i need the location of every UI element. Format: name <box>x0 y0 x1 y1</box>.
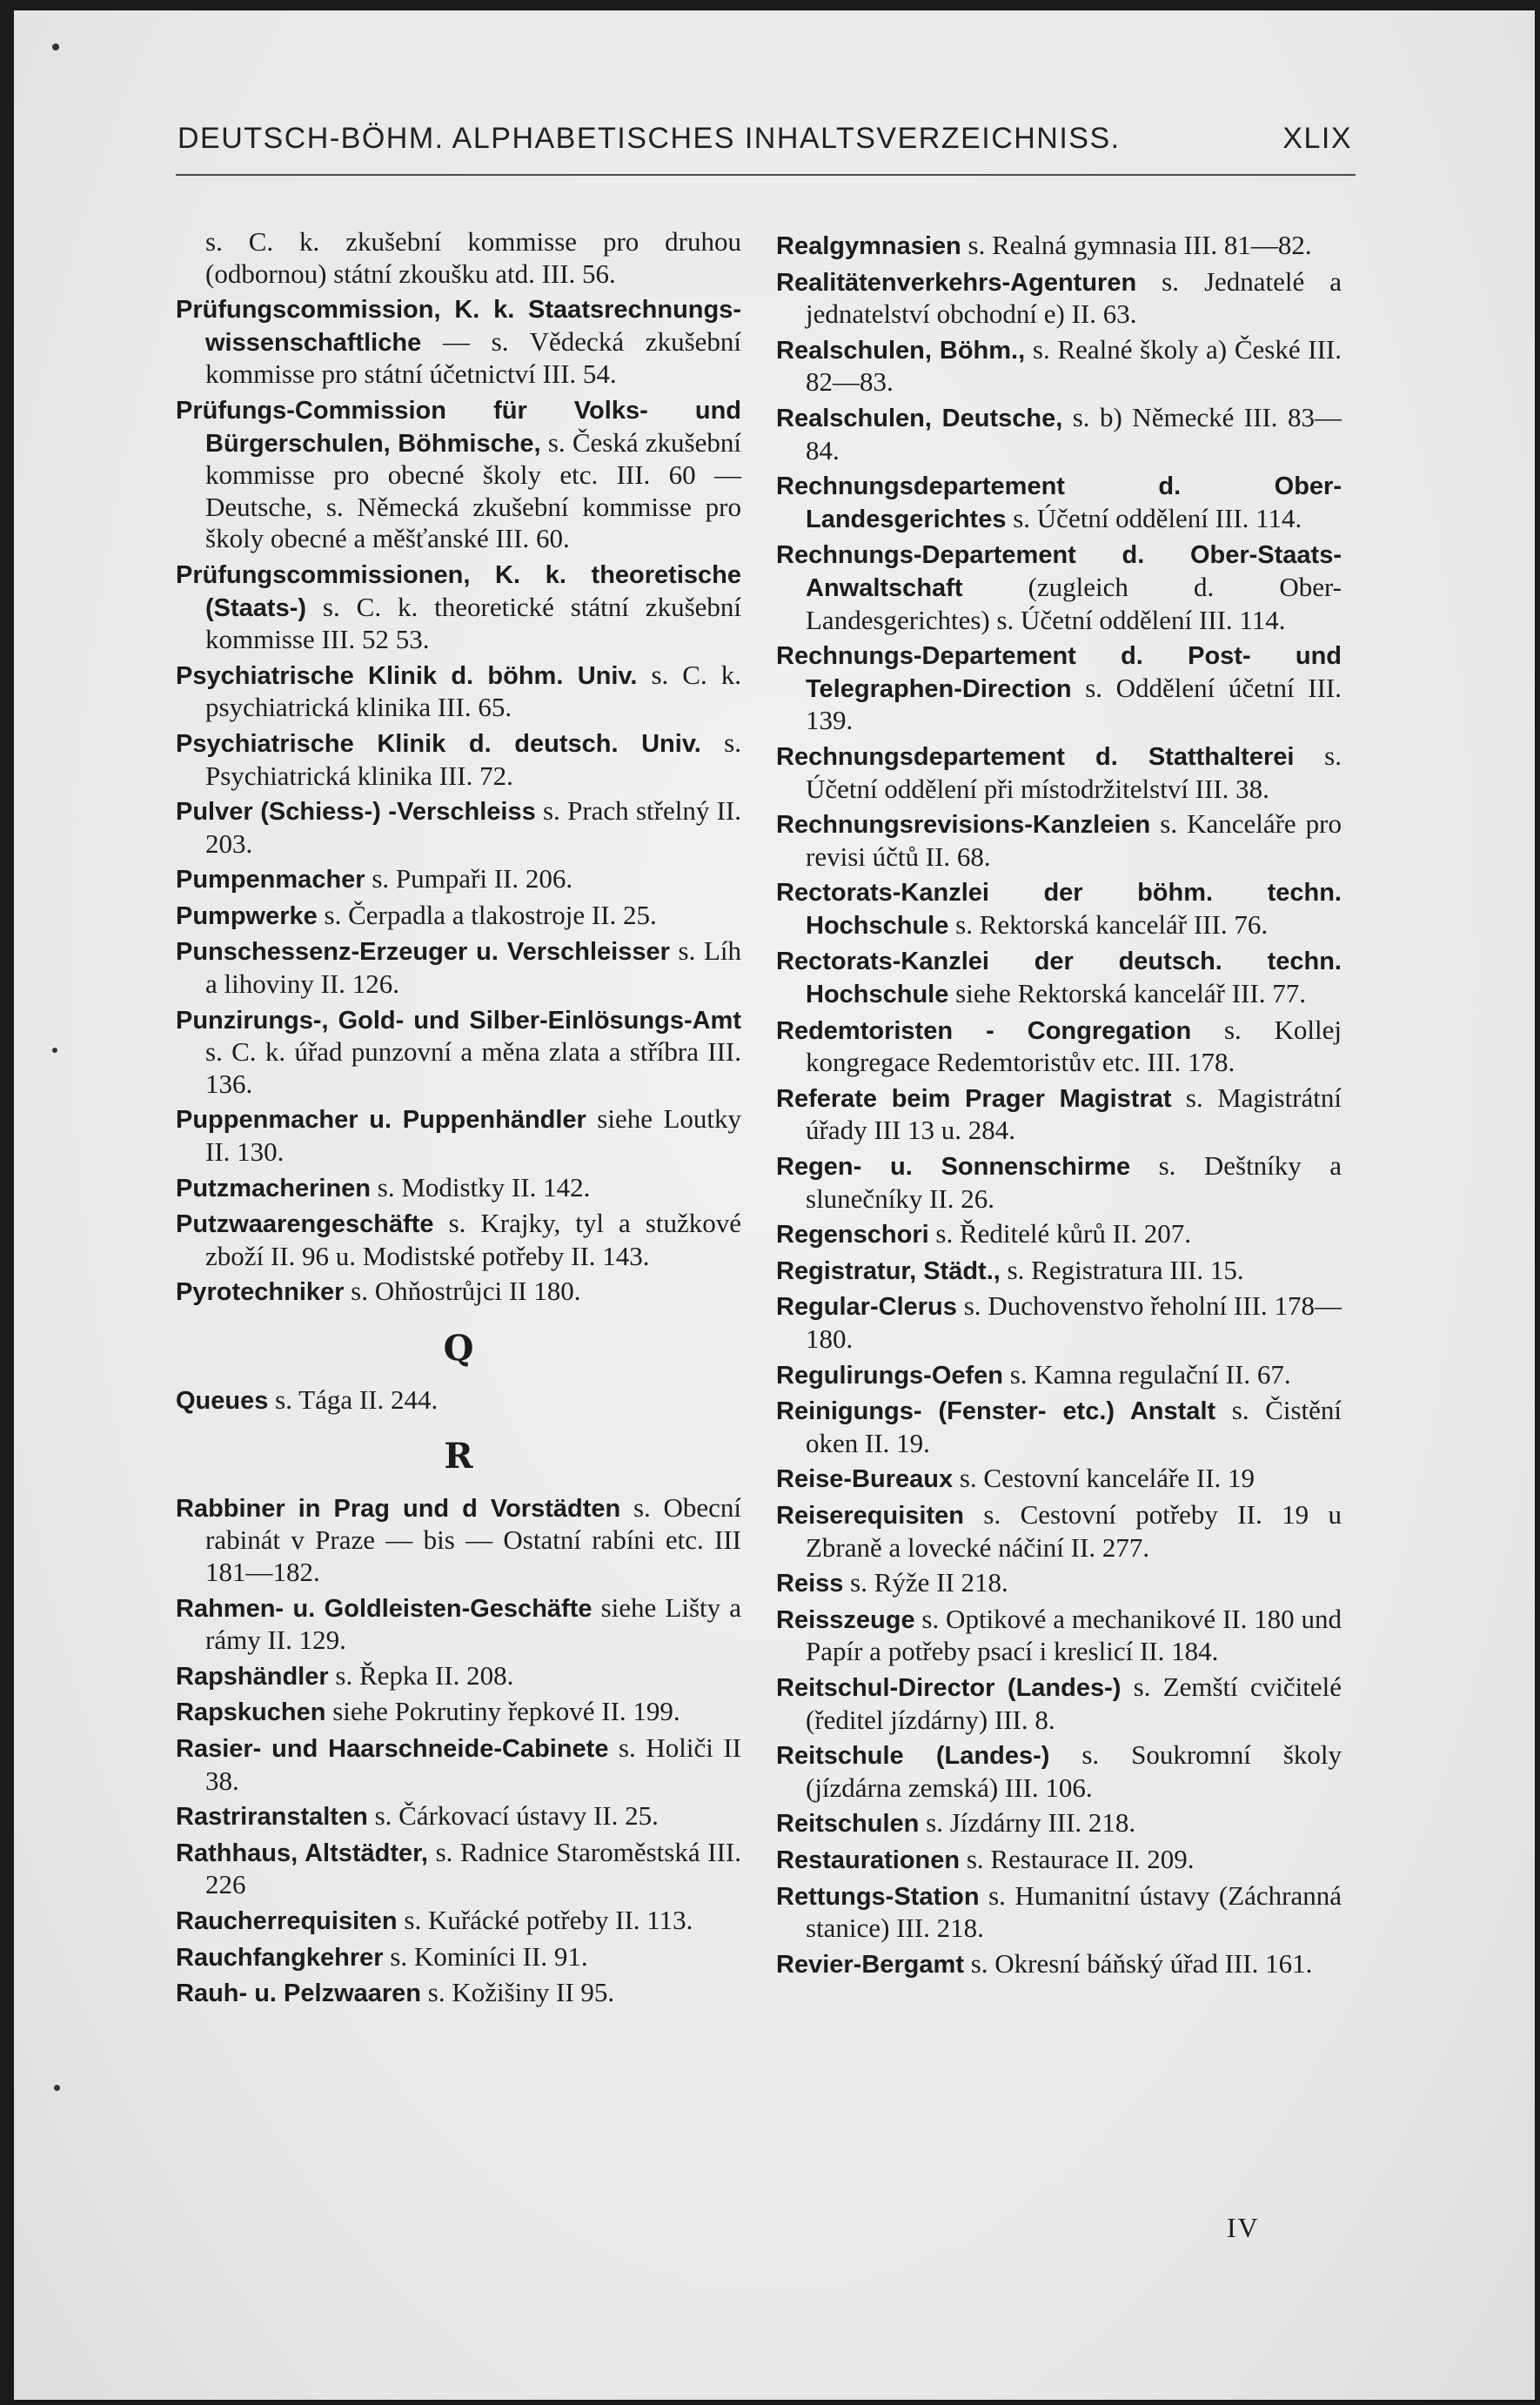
section-letter: Q <box>443 1328 474 1369</box>
entry-reference: s. Magistrátní úřady III 13 u. 284. <box>806 1082 1342 1146</box>
index-entry <box>176 795 741 860</box>
entry-heading: Rauchfangkehrer <box>176 1943 384 1972</box>
index-entry <box>176 1941 741 1974</box>
entry-reference: s. Modistky II. 142. <box>371 1171 591 1202</box>
entry-heading: Rectorats-Kanzlei der deutsch. techn. Hochschule <box>776 948 1342 1009</box>
entry-reference: s. Realné školy a) České III. 82—83. <box>806 333 1342 398</box>
header-rule <box>176 174 1356 176</box>
entry-reference: s. Kominíci II. 91. <box>383 1940 588 1972</box>
paper-speck <box>54 2085 60 2091</box>
index-entry <box>776 1359 1342 1392</box>
entry-heading: Rasier- und Haarschneide-Cabinete <box>176 1734 609 1763</box>
entry-reference: s. b) Německé III. 83—84. <box>806 401 1342 466</box>
index-entry <box>776 1948 1342 1981</box>
index-entry <box>776 1880 1342 1945</box>
index-entry <box>176 1208 741 1272</box>
index-entry <box>776 1499 1342 1564</box>
entry-heading: Raucherrequisiten <box>176 1906 398 1935</box>
entry-reference: s. Radnice Staroměstská III. 226 <box>205 1836 741 1900</box>
entry-reference: s. Obecní rabinát v Praze — bis — Ostatní rabíni etc. III 181—182. <box>205 1491 741 1587</box>
index-entry <box>776 740 1342 805</box>
index-entry <box>776 470 1342 535</box>
entry-reference: (zugleich d. Ober-Landesgerichtes) s. Účetní oddělení III. 114. <box>806 571 1342 635</box>
entry-heading: Revier-Bergamt <box>776 1950 964 1979</box>
entry-reference: s. Účetní oddělení při místodržitelství III. 38. <box>806 740 1342 804</box>
book-page <box>14 10 1535 2400</box>
entry-heading: Punzirungs-, Gold- und Silber-Einlösungs-Amt <box>176 1006 741 1035</box>
entry-reference: s. Prach střelný II. 203. <box>205 795 741 859</box>
entry-heading: Realitätenverkehrs-Agenturen <box>776 268 1137 297</box>
entry-reference: s. Okresní báňský úřad III. 161. <box>963 1947 1313 1979</box>
index-entry <box>776 1290 1342 1355</box>
entry-reference: s. Kuřácké potřeby II. 113. <box>397 1904 693 1935</box>
entry-heading: Psychiatrische Klinik d. böhm. Univ. <box>176 661 638 690</box>
entry-heading: Putzwaarengeschäfte <box>176 1210 434 1239</box>
entry-heading: Rauh- u. Pelzwaaren <box>176 1980 422 2008</box>
entry-heading: Rathhaus, Altstädter, <box>176 1839 428 1867</box>
index-entry <box>776 1082 1342 1147</box>
index-entry <box>776 1567 1342 1600</box>
entry-heading: Rahmen- u. Goldleisten-Geschäfte <box>176 1594 593 1623</box>
index-entry <box>176 1004 741 1101</box>
index-entry <box>176 559 741 656</box>
entry-reference: s. Čárkovací ústavy II. 25. <box>367 1800 659 1832</box>
entry-reference: s. Realná gymnasia III. 81—82. <box>961 230 1312 260</box>
index-entry <box>776 1844 1342 1877</box>
entry-reference: s. Kanceláře pro revisi účtů II. 68. <box>806 808 1342 872</box>
entry-reference: s. Holiči II 38. <box>205 1732 741 1796</box>
index-entry <box>176 1800 741 1833</box>
index-entry <box>776 334 1342 399</box>
entry-reference: s. Rýže II 218. <box>843 1567 1008 1598</box>
index-entry <box>176 1492 741 1589</box>
entry-heading: Regen- u. Sonnenschirme <box>776 1153 1131 1182</box>
index-entry <box>176 1103 741 1168</box>
entry-heading: Punschessenz-Erzeuger u. Verschleisser <box>176 938 670 967</box>
entry-heading: Rettungs-Station <box>776 1882 980 1911</box>
entry-heading: Rabbiner in Prag und d Vorstädten <box>176 1494 621 1523</box>
entry-heading: Psychiatrische Klinik d. deutsch. Univ. <box>176 729 701 758</box>
entry-heading: Rectorats-Kanzlei der böhm. techn. Hochschule <box>776 879 1342 940</box>
entry-reference: s. Čerpadla a tlakostroje II. 25. <box>317 899 657 930</box>
index-entry <box>176 1696 741 1729</box>
entry-heading: Reinigungs- (Fenster- etc.) Anstalt <box>776 1397 1216 1426</box>
entry-heading: Regular-Clerus <box>776 1293 957 1322</box>
entry-heading: Rechnungsdepartement d. Ober-Landesgerichtes <box>776 472 1342 533</box>
entry-reference: s. Účetní oddělení III. 114. <box>1006 502 1302 533</box>
entry-reference: s. Registratura III. 15. <box>1000 1254 1244 1285</box>
entry-heading: Reise-Bureaux <box>776 1465 954 1494</box>
index-entry <box>176 1660 741 1693</box>
index-entry <box>176 1172 741 1205</box>
entry-reference: s. Optikové a mechanikové II. 180 und Papír a potřeby psací i kreslicí II. 184. <box>806 1603 1342 1667</box>
entry-reference: s. Kollej kongregace Redemtoristův etc. III. 178. <box>806 1014 1342 1078</box>
entry-heading: Queues <box>176 1386 269 1415</box>
entry-reference: s. Cestovní kanceláře II. 19 <box>953 1463 1255 1494</box>
entry-heading: Prüfungs-Commission für Volks- und Bürgerschulen, Böhmische, <box>176 396 741 458</box>
entry-heading: Pulver (Schiess-) -Verschleiss <box>176 798 536 827</box>
index-entry <box>776 1671 1342 1736</box>
header-title: DEUTSCH-BÖHM. ALPHABETISCHES INHALTSVERZEICHNISS. <box>177 122 1121 155</box>
index-entry <box>776 1739 1342 1804</box>
entry-heading: Rapskuchen <box>176 1698 326 1727</box>
entry-heading: Rechnungs-Departement d. Post- und Telegraphen-Direction <box>776 642 1342 703</box>
entry-reference: siehe Rektorská kancelář III. 77. <box>948 978 1306 1009</box>
entry-reference: siehe Loutky II. 130. <box>205 1103 741 1168</box>
index-entry <box>776 1807 1342 1840</box>
entry-reference: s. Tága II. 244. <box>268 1383 439 1415</box>
entry-reference: s. Humanitní ústavy (Záchranná stanice) III. 218. <box>806 1879 1342 1944</box>
index-entry <box>776 1395 1342 1459</box>
index-entry <box>776 1015 1342 1079</box>
entry-reference: s. Jednatelé a jednatelství obchodní e) II. 63. <box>806 265 1342 330</box>
index-entry <box>776 1150 1342 1215</box>
entry-reference: s. Ředitelé kůrů II. 207. <box>928 1218 1191 1249</box>
index-entry <box>176 727 741 792</box>
entry-heading: Prüfungscommissionen, K. k. theoretische (Staats-) <box>176 560 741 622</box>
entry-heading: Regulirungs-Oefen <box>776 1361 1004 1390</box>
signature-mark: IV <box>1227 2212 1260 2243</box>
index-entry <box>776 539 1342 636</box>
entry-reference: s. Kamna regulační II. 67. <box>1003 1358 1291 1390</box>
index-entry <box>176 1384 741 1417</box>
entry-reference: s. Kožišiny II 95. <box>421 1977 615 2008</box>
paper-speck <box>52 44 59 50</box>
entry-reference: s. Krajky, tyl a stužkové zboží II. 96 u. Modistské potřeby II. 143. <box>205 1208 741 1271</box>
entry-heading: Rechnungsdepartement d. Statthalterei <box>776 742 1295 771</box>
entry-reference: s. Deštníky a slunečníky II. 26. <box>806 1150 1342 1214</box>
entry-heading: Putzmacherinen <box>176 1174 371 1202</box>
index-entry <box>176 226 741 290</box>
entry-reference: s. Líh a lihoviny II. 126. <box>205 935 741 1000</box>
index-entry <box>776 640 1342 737</box>
index-entry <box>776 1604 1342 1668</box>
index-entry <box>176 935 741 1000</box>
index-entry <box>176 1837 741 1901</box>
index-entry <box>176 1732 741 1797</box>
section-letter: R <box>444 1436 473 1477</box>
entry-heading: Rastriranstalten <box>176 1803 368 1832</box>
entry-heading: Realschulen, Deutsche, <box>776 404 1063 432</box>
index-entry <box>776 945 1342 1010</box>
index-entry <box>776 230 1342 263</box>
entry-heading: Reiss <box>776 1570 844 1598</box>
entry-reference: — s. Vědecká zkušební kommisse pro státní účetnictví III. 54. <box>205 325 741 390</box>
entry-reference: s. Soukromní školy (jízdárna zemská) III. 106. <box>806 1739 1342 1803</box>
right-column <box>776 230 1342 1984</box>
entry-heading: Rapshändler <box>176 1662 329 1691</box>
entry-reference: s. Restaurace II. 209. <box>960 1843 1195 1874</box>
entry-heading: Regenschori <box>776 1221 929 1249</box>
entry-heading: Puppenmacher u. Puppenhändler <box>176 1106 586 1135</box>
entry-heading: Prüfungscommission, K. k. Staatsrechnungs-wissenschaftliche <box>176 296 741 357</box>
entry-reference: s. Psychiatrická klinika III. 72. <box>205 727 741 791</box>
entry-heading: Reisszeuge <box>776 1605 915 1634</box>
entry-reference: s. Rektorská kancelář III. 76. <box>948 908 1269 940</box>
index-entry <box>176 1276 741 1309</box>
entry-reference: siehe Lišty a rámy II. 129. <box>205 1591 741 1656</box>
entry-reference: s. Ohňostrůjci II 180. <box>344 1276 581 1307</box>
index-entry <box>776 808 1342 873</box>
entry-heading: Pumpenmacher <box>176 866 365 894</box>
entry-reference: s. Cestovní potřeby II. 19 u Zbraně a lovecké náčiní II. 277. <box>806 1498 1342 1563</box>
entry-reference: s. Jízdárny III. 218. <box>919 1807 1136 1839</box>
entry-heading: Rechnungsrevisions-Kanzleien <box>776 811 1151 840</box>
entry-heading: Restaurationen <box>776 1846 961 1874</box>
index-entry <box>776 402 1342 466</box>
index-entry <box>176 660 741 724</box>
entry-heading: Realschulen, Böhm., <box>776 336 1026 365</box>
index-entry <box>776 1463 1342 1496</box>
entry-reference: s. Čistění oken II. 19. <box>806 1395 1342 1458</box>
running-header <box>177 122 1352 156</box>
entry-reference: s. C. k. theoretické státní zkušební kommisse III. 52 53. <box>205 591 741 655</box>
entry-reference: s. Řepka II. 208. <box>328 1659 514 1691</box>
entry-heading: Redemtoristen - Congregation <box>776 1016 1192 1045</box>
entry-heading: Realgymnasien <box>776 232 961 260</box>
entry-heading: Rechnungs-Departement d. Ober-Staats-Anwaltschaft <box>776 541 1342 602</box>
index-entry <box>776 266 1342 331</box>
entry-heading: Reitschul-Director (Landes-) <box>776 1673 1122 1702</box>
header-page-number: XLIX <box>1282 122 1352 155</box>
entry-heading: Pyrotechniker <box>176 1278 345 1307</box>
entry-reference: siehe Pokrutiny řepkové II. 199. <box>325 1696 680 1727</box>
entry-heading: Reitschulen <box>776 1810 920 1839</box>
entry-reference: s. Zemští cvičitelé (ředitel jízdárny) III. 8. <box>806 1671 1342 1735</box>
index-entry <box>176 394 741 555</box>
entry-reference: s. Duchovenstvo řeholní III. 178—180. <box>806 1290 1342 1354</box>
index-entry <box>776 876 1342 941</box>
entry-heading: Pumpwerke <box>176 901 318 930</box>
index-entry <box>176 1905 741 1938</box>
entry-reference: s. Pumpaři II. 206. <box>365 863 573 894</box>
index-entry <box>176 293 741 391</box>
index-entry <box>776 1218 1342 1251</box>
index-entry <box>176 900 741 933</box>
index-entry <box>176 863 741 896</box>
entry-reference: s. Česká zkušební kommisse pro obecné školy etc. III. 60 — Deutsche, s. Německá zkušební kommisse pro školy obecné a měšťanské III. 60. <box>205 426 741 554</box>
entry-reference: s. C. k. úřad punzovní a měna zlata a stříbra III. 136. <box>205 1036 741 1099</box>
entry-reference: s. Oddělení účetní III. 139. <box>806 672 1342 736</box>
index-entry <box>776 1255 1342 1288</box>
entry-heading: Reitschule (Landes-) <box>776 1742 1050 1771</box>
index-entry <box>176 1977 741 2010</box>
index-entry <box>176 1592 741 1657</box>
paper-speck <box>52 1048 57 1053</box>
entry-reference: s. C. k. psychiatrická klinika III. 65. <box>205 659 741 723</box>
entry-heading: Registratur, Städt., <box>776 1256 1001 1285</box>
entry-heading: Reiserequisiten <box>776 1501 964 1530</box>
left-column <box>176 226 741 2013</box>
entry-reference: s. C. k. zkušební kommisse pro druhou (odbornou) státní zkoušku atd. III. 56. <box>205 226 741 289</box>
entry-heading: Referate beim Prager Magistrat <box>776 1084 1172 1113</box>
